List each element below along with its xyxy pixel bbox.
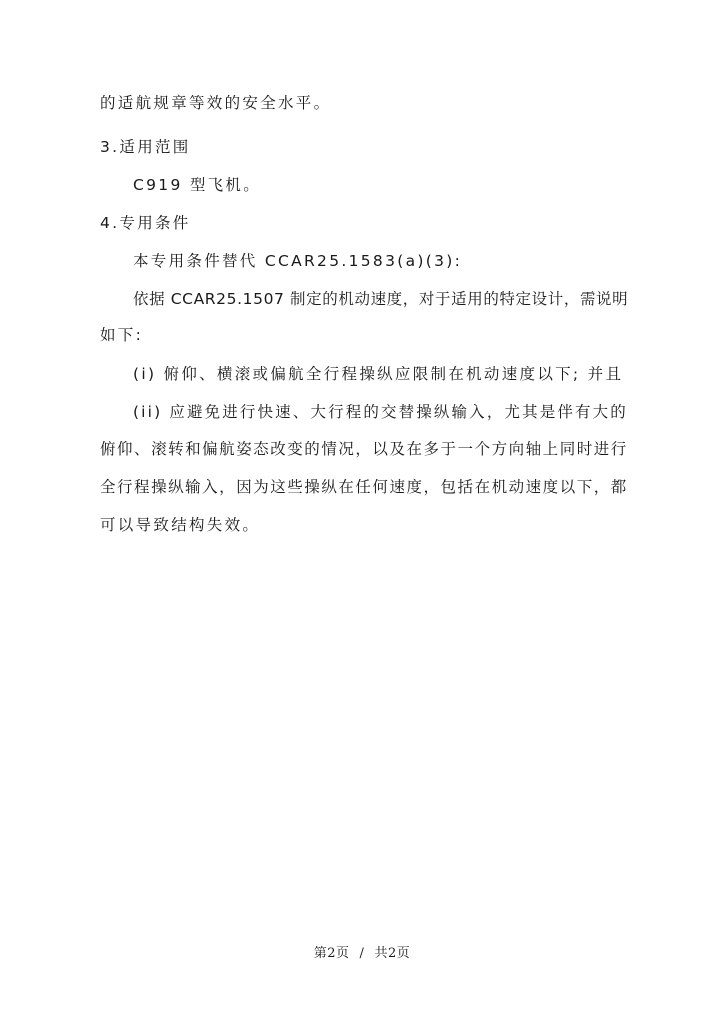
- paragraph-line: 本专用条件替代 CCAR25.1583(a)(3):: [133, 252, 463, 270]
- page-separator: /: [359, 946, 365, 961]
- paragraph-line: 俯仰、滚转和偏航姿态改变的情况，以及在多于一个方向轴上同时进行: [100, 440, 628, 458]
- paragraph-line: 可以导致结构失效。: [100, 516, 261, 534]
- paragraph-line: 依据 CCAR25.1507 制定的机动速度，对于适用的特定设计，需说明: [133, 290, 629, 308]
- section-heading-scope: 3.适用范围: [100, 138, 191, 156]
- page-footer: [0, 944, 724, 964]
- list-item-i: (i) 俯仰、横滚或偏航全行程操纵应限制在机动速度以下; 并且: [133, 365, 624, 383]
- paragraph-line: 全行程操纵输入，因为这些操纵在任何速度，包括在机动速度以下，都: [100, 478, 628, 496]
- list-item-ii: (ii) 应避免进行快速、大行程的交替操纵输入，尤其是伴有大的: [133, 403, 628, 421]
- paragraph-line: C919 型飞机。: [133, 176, 262, 194]
- section-heading-special-conditions: 4.专用条件: [100, 214, 191, 232]
- page-number-total: 共2页: [374, 946, 411, 961]
- page-number-current: 第2页: [313, 946, 350, 961]
- paragraph-line: 如下:: [100, 326, 144, 344]
- paragraph-line: 的适航规章等效的安全水平。: [100, 94, 332, 112]
